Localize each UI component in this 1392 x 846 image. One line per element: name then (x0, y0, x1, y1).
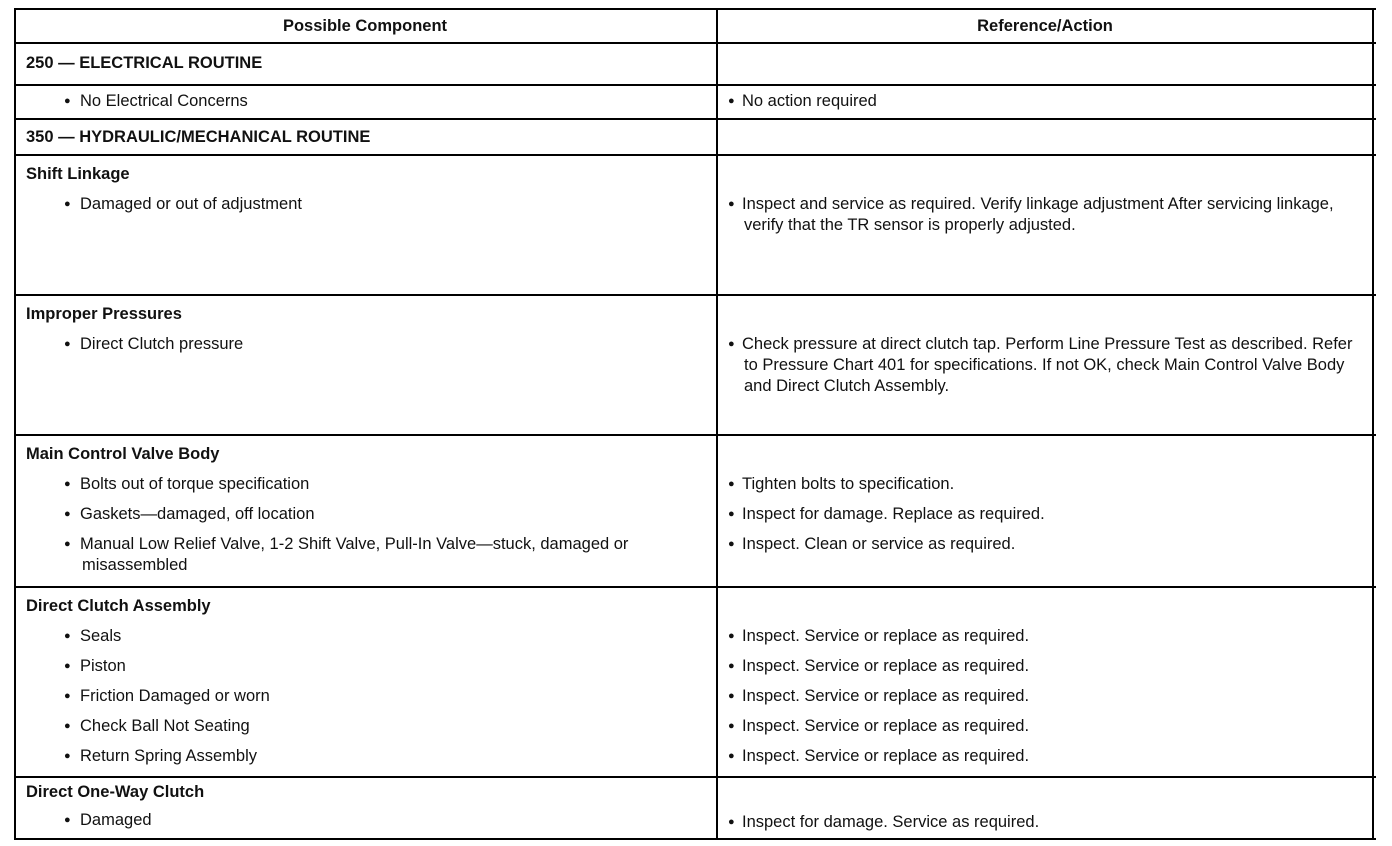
component-item: ● Damaged (64, 810, 722, 831)
column-header-component: Possible Component (282, 17, 448, 35)
section-title: 250 — ELECTRICAL ROUTINE (26, 54, 263, 72)
component-item: ● Direct Clutch pressure (64, 334, 722, 355)
action-item: ● Inspect for damage. Replace as required. (728, 504, 1376, 525)
action-item: ● Inspect and service as required. Verify linkage adjustment After servicing linkage, verify that the TR sensor is properly adjusted. (728, 194, 1334, 236)
component-item: ● Damaged or out of adjustment (64, 194, 722, 215)
action-item: ● Check pressure at direct clutch tap. Perform Line Pressure Test as described. Refer to Pressure Chart 401 for specifications. If not OK, check Main Control Valve Body and Direct Clutch Assembly. (728, 334, 1364, 397)
action-item: ● Inspect for damage. Service as required. (728, 812, 1376, 833)
group-row (14, 296, 1376, 434)
table-border-bottom (14, 838, 1376, 840)
group-title: Direct Clutch Assembly (26, 597, 211, 615)
group-title: Main Control Valve Body (26, 445, 220, 463)
action-item: ● Inspect. Service or replace as required. (728, 716, 1376, 737)
group-title: Shift Linkage (26, 165, 130, 183)
group-row (14, 778, 1376, 838)
action-item: ● Inspect. Service or replace as required. (728, 626, 1376, 647)
action-item: ● Inspect. Service or replace as required. (728, 746, 1376, 767)
group-row (14, 588, 1376, 776)
component-item: ● Return Spring Assembly (64, 746, 722, 767)
action-item: ● Inspect. Service or replace as required. (728, 686, 1376, 707)
component-item: ● Manual Low Relief Valve, 1-2 Shift Valve, Pull-In Valve—stuck, damaged or misassembled (64, 534, 702, 576)
table-row (14, 86, 1376, 118)
group-row (14, 156, 1376, 294)
component-item: ● Check Ball Not Seating (64, 716, 722, 737)
group-title: Direct One-Way Clutch (26, 783, 205, 801)
action-item: ● Tighten bolts to specification. (728, 474, 1376, 495)
section-row (14, 120, 1376, 154)
diagnostic-table (14, 8, 1376, 840)
column-header-action: Reference/Action (977, 17, 1113, 35)
action-item: ● No action required (728, 91, 1376, 112)
component-item: ● No Electrical Concerns (64, 91, 722, 112)
component-item: ● Bolts out of torque specification (64, 474, 722, 495)
section-row (14, 44, 1376, 84)
action-item: ● Inspect. Service or replace as required. (728, 656, 1376, 677)
section-title: 350 — HYDRAULIC/MECHANICAL ROUTINE (26, 128, 371, 146)
component-item: ● Friction Damaged or worn (64, 686, 722, 707)
component-item: ● Gaskets—damaged, off location (64, 504, 722, 525)
action-item: ● Inspect. Clean or service as required. (728, 534, 1376, 555)
group-row (14, 436, 1376, 586)
component-item: ● Seals (64, 626, 722, 647)
group-title: Improper Pressures (26, 305, 182, 323)
component-item: ● Piston (64, 656, 722, 677)
